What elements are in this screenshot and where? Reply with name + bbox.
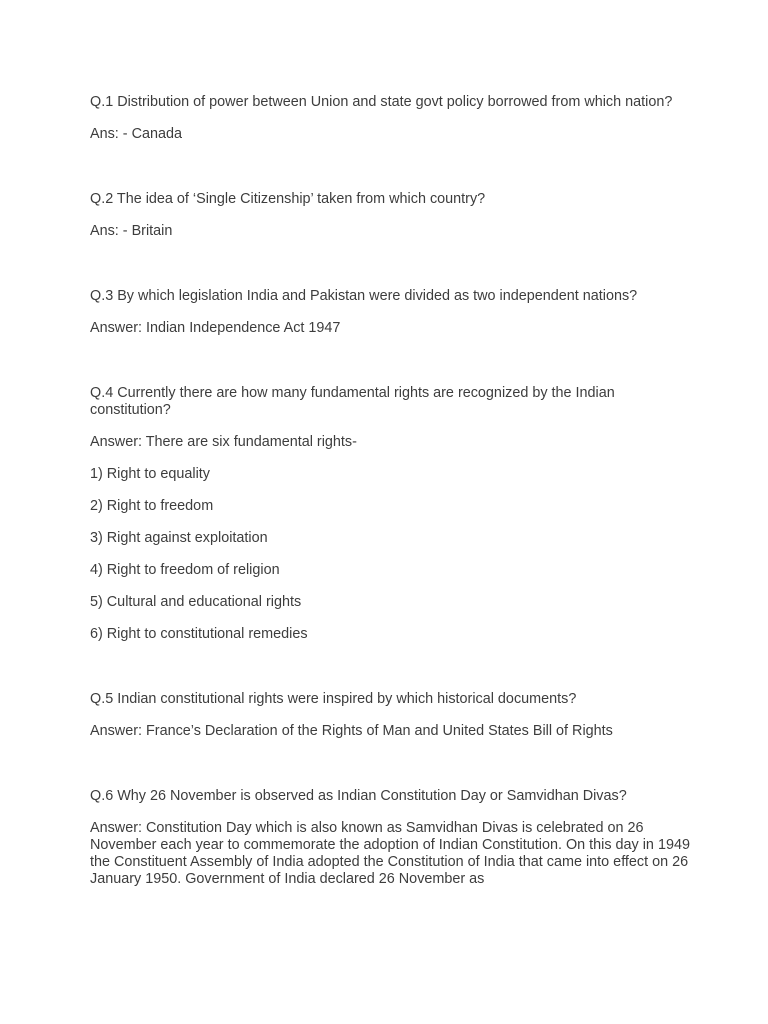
- list-item: 4) Right to freedom of religion: [90, 562, 280, 578]
- question-block-2: [90, 190, 690, 240]
- answer-text: Answer: Indian Independence Act 1947: [90, 320, 341, 336]
- question-block-5: [90, 690, 690, 740]
- question-text: Q.5 Indian constitutional rights were inspired by which historical documents?: [90, 691, 577, 707]
- answer-text: Answer: France’s Declaration of the Rights of Man and United States Bill of Rights: [90, 723, 613, 739]
- list-item: 1) Right to equality: [90, 466, 210, 482]
- list-item: 5) Cultural and educational rights: [90, 594, 302, 610]
- question-text: Q.3 By which legislation India and Pakistan were divided as two independent nations?: [90, 288, 638, 304]
- document-page: [90, 93, 690, 888]
- answer-text: Answer: There are six fundamental rights-: [90, 434, 357, 450]
- question-text: Q.4 Currently there are how many fundamental rights are recognized by the Indian constitution?: [90, 385, 615, 418]
- list-item: 3) Right against exploitation: [90, 530, 268, 546]
- question-block-4: [90, 384, 690, 643]
- question-text: Q.6 Why 26 November is observed as Indian Constitution Day or Samvidhan Divas?: [90, 788, 627, 804]
- question-block-1: [90, 93, 690, 143]
- list-item: 2) Right to freedom: [90, 498, 214, 514]
- question-text: Q.2 The idea of ‘Single Citizenship’ taken from which country?: [90, 191, 486, 207]
- list-item: 6) Right to constitutional remedies: [90, 626, 308, 642]
- question-block-3: [90, 287, 690, 337]
- question-block-6: [90, 787, 690, 888]
- answer-text: Answer: Constitution Day which is also known as Samvidhan Divas is celebrated on 26 November each year to commemorate the adoption of Indian Constitution. On this day in 1949 the Constituent Assembly of India adopted the Constitution of India that came into effect on 26 January 1950. Government of India declared 26 November as: [90, 820, 690, 887]
- answer-text: Ans: - Canada: [90, 126, 182, 142]
- answer-text: Ans: - Britain: [90, 223, 173, 239]
- question-text: Q.1 Distribution of power between Union and state govt policy borrowed from which nation?: [90, 94, 673, 110]
